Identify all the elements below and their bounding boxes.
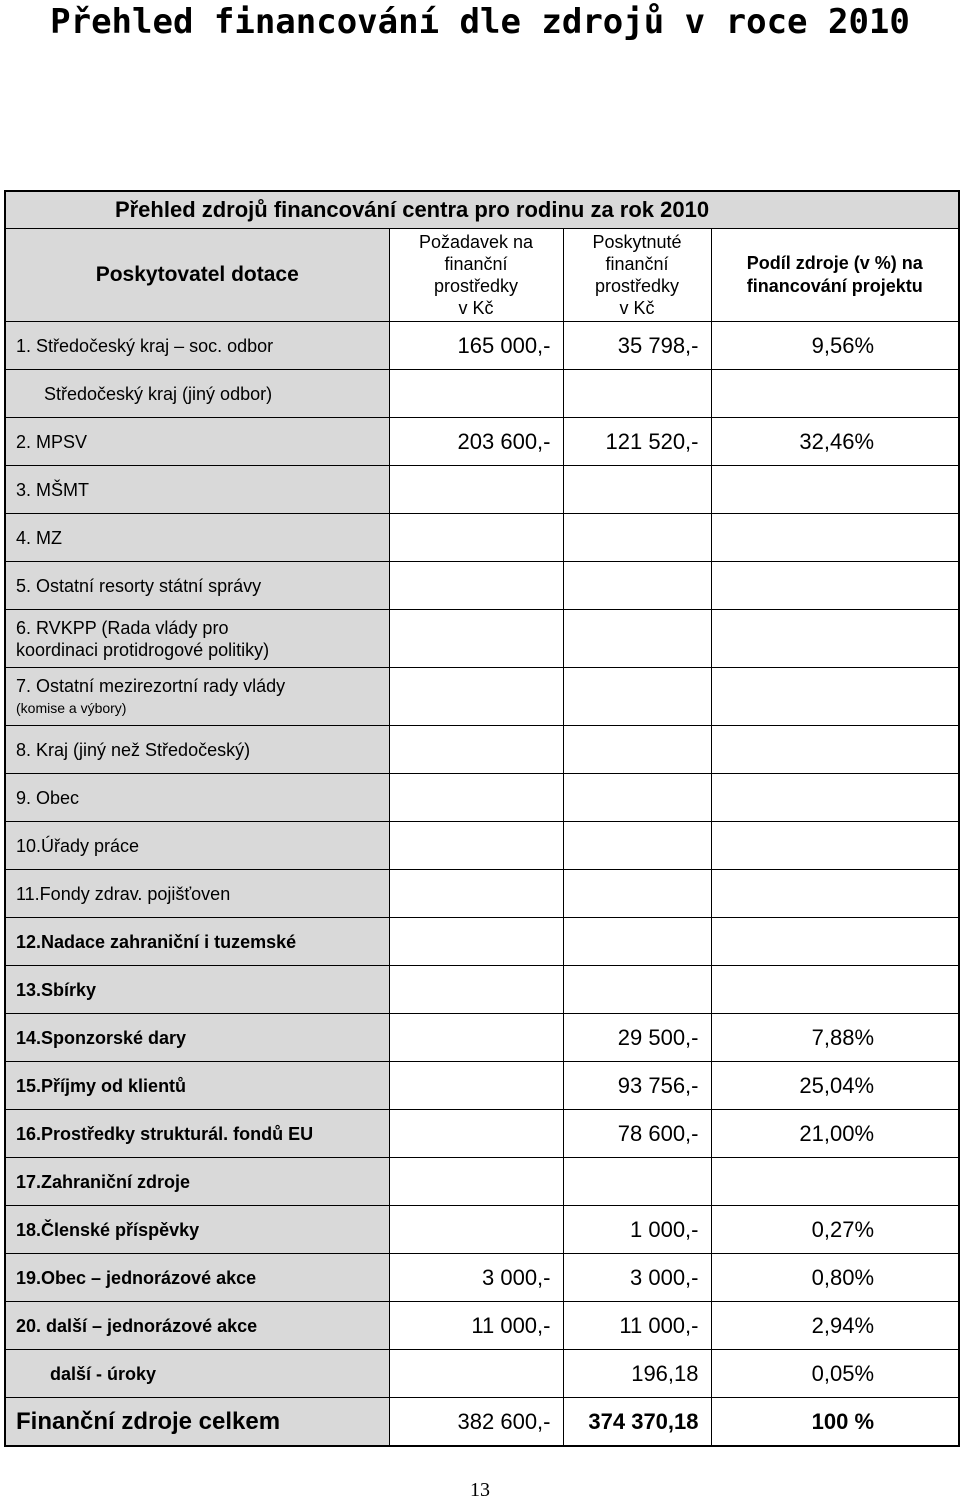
row-label: 10.Úřady práce: [5, 822, 389, 870]
row-share: [711, 966, 959, 1014]
row-provided: 11 000,-: [563, 1302, 711, 1350]
row-provided: [563, 610, 711, 668]
row-share: [711, 918, 959, 966]
row-share: [711, 610, 959, 668]
table-caption: Přehled zdrojů financování centra pro rodinu za rok 2010: [5, 191, 959, 229]
row-requested: [389, 1350, 563, 1398]
table-caption-row: [5, 191, 959, 229]
row-provided: [563, 1158, 711, 1206]
row-label: další - úroky: [5, 1350, 389, 1398]
row-provided: 121 520,-: [563, 418, 711, 466]
row-label-line: (komise a výbory): [16, 699, 127, 716]
table-row: [5, 774, 959, 822]
table-row: [5, 322, 959, 370]
row-share: [711, 1158, 959, 1206]
financing-table: [4, 190, 960, 1447]
row-share: 32,46%: [711, 418, 959, 466]
table-header-row: [5, 229, 959, 322]
row-provided: [563, 562, 711, 610]
row-provided: 3 000,-: [563, 1254, 711, 1302]
table-row: [5, 514, 959, 562]
table-row: [5, 918, 959, 966]
row-share: [711, 562, 959, 610]
header-requested-line: Požadavek na: [418, 232, 534, 252]
table-row: [5, 466, 959, 514]
row-requested: [389, 966, 563, 1014]
row-share: [711, 370, 959, 418]
header-share: [711, 229, 959, 322]
header-share-line: Podíl zdroje (v %) na: [746, 253, 923, 273]
row-provided: 78 600,-: [563, 1110, 711, 1158]
row-label: 12.Nadace zahraniční i tuzemské: [5, 918, 389, 966]
page-title: Přehled financování dle zdrojů v roce 2010: [50, 2, 910, 42]
row-share: [711, 774, 959, 822]
row-label-line: 6. RVKPP (Rada vlády pro: [16, 617, 229, 638]
header-requested-line: v Kč: [458, 298, 494, 318]
row-share: 2,94%: [711, 1302, 959, 1350]
table-row: [5, 1062, 959, 1110]
table-row: [5, 1350, 959, 1398]
row-requested: [389, 610, 563, 668]
row-requested: [389, 370, 563, 418]
row-label: 18.Členské příspěvky: [5, 1206, 389, 1254]
table-row: [5, 1206, 959, 1254]
row-requested: [389, 774, 563, 822]
row-label: 4. MZ: [5, 514, 389, 562]
table-row: [5, 668, 959, 726]
total-label: Finanční zdroje celkem: [5, 1398, 389, 1447]
table-row: [5, 1158, 959, 1206]
row-share: 7,88%: [711, 1014, 959, 1062]
table-row: [5, 562, 959, 610]
row-label: 8. Kraj (jiný než Středočeský): [5, 726, 389, 774]
row-requested: [389, 726, 563, 774]
header-provider: Poskytovatel dotace: [5, 229, 389, 322]
table-row: [5, 726, 959, 774]
header-provided-line: v Kč: [619, 298, 655, 318]
row-label-line: 7. Ostatní mezirezortní rady vlády: [16, 675, 286, 696]
row-requested: 11 000,-: [389, 1302, 563, 1350]
row-requested: [389, 1110, 563, 1158]
row-share: [711, 870, 959, 918]
table-row: [5, 870, 959, 918]
row-provided: [563, 966, 711, 1014]
row-provided: 1 000,-: [563, 1206, 711, 1254]
row-label: 11.Fondy zdrav. pojišťoven: [5, 870, 389, 918]
row-share: 0,05%: [711, 1350, 959, 1398]
header-requested-line: prostředky: [433, 276, 519, 296]
row-requested: 3 000,-: [389, 1254, 563, 1302]
row-provided: [563, 774, 711, 822]
header-provided: [563, 229, 711, 322]
row-requested: [389, 466, 563, 514]
row-requested: [389, 870, 563, 918]
row-label-line: koordinaci protidrogové politiky): [16, 639, 270, 660]
row-label: 13.Sbírky: [5, 966, 389, 1014]
row-requested: [389, 1062, 563, 1110]
row-share: [711, 726, 959, 774]
row-provided: 35 798,-: [563, 322, 711, 370]
table-row: [5, 1302, 959, 1350]
row-requested: [389, 822, 563, 870]
table-row: [5, 418, 959, 466]
header-provided-line: finanční: [605, 254, 669, 274]
row-share: [711, 514, 959, 562]
row-provided: [563, 726, 711, 774]
total-share: 100 %: [711, 1398, 959, 1447]
row-provided: [563, 822, 711, 870]
row-provided: [563, 370, 711, 418]
table-row: [5, 1110, 959, 1158]
row-label: 2. MPSV: [5, 418, 389, 466]
row-label: 16.Prostředky strukturál. fondů EU: [5, 1110, 389, 1158]
table-row: [5, 966, 959, 1014]
row-label: 17.Zahraniční zdroje: [5, 1158, 389, 1206]
row-label: 20. další – jednorázové akce: [5, 1302, 389, 1350]
row-requested: [389, 668, 563, 726]
table-row: [5, 1254, 959, 1302]
row-requested: 203 600,-: [389, 418, 563, 466]
row-share: [711, 668, 959, 726]
table-row: [5, 610, 959, 668]
row-label: 14.Sponzorské dary: [5, 1014, 389, 1062]
row-provided: [563, 668, 711, 726]
row-label: [5, 668, 389, 726]
header-provided-line: prostředky: [594, 276, 680, 296]
row-share: [711, 466, 959, 514]
table-row: [5, 822, 959, 870]
row-provided: [563, 466, 711, 514]
row-provided: [563, 870, 711, 918]
row-requested: [389, 1206, 563, 1254]
row-share: 21,00%: [711, 1110, 959, 1158]
row-provided: 93 756,-: [563, 1062, 711, 1110]
row-label: 5. Ostatní resorty státní správy: [5, 562, 389, 610]
row-label: 9. Obec: [5, 774, 389, 822]
table-row: [5, 370, 959, 418]
header-requested-line: finanční: [444, 254, 508, 274]
row-share: [711, 822, 959, 870]
row-label: [5, 610, 389, 668]
row-label: 1. Středočeský kraj – soc. odbor: [5, 322, 389, 370]
row-share: 0,27%: [711, 1206, 959, 1254]
total-provided: 374 370,18: [563, 1398, 711, 1447]
row-share: 9,56%: [711, 322, 959, 370]
row-provided: [563, 514, 711, 562]
table-total-row: [5, 1398, 959, 1447]
row-label: Středočeský kraj (jiný odbor): [5, 370, 389, 418]
row-share: 25,04%: [711, 1062, 959, 1110]
row-requested: 165 000,-: [389, 322, 563, 370]
row-requested: [389, 1158, 563, 1206]
row-requested: [389, 918, 563, 966]
row-requested: [389, 514, 563, 562]
row-provided: [563, 918, 711, 966]
row-label: 15.Příjmy od klientů: [5, 1062, 389, 1110]
row-label: 3. MŠMT: [5, 466, 389, 514]
row-requested: [389, 1014, 563, 1062]
row-provided: 29 500,-: [563, 1014, 711, 1062]
header-provided-line: Poskytnuté: [592, 232, 682, 252]
row-label: 19.Obec – jednorázové akce: [5, 1254, 389, 1302]
row-requested: [389, 562, 563, 610]
table-row: [5, 1014, 959, 1062]
header-requested: [389, 229, 563, 322]
header-share-line: financování projektu: [746, 276, 923, 296]
total-requested: 382 600,-: [389, 1398, 563, 1447]
row-provided: 196,18: [563, 1350, 711, 1398]
page-number: 13: [470, 1479, 490, 1501]
row-share: 0,80%: [711, 1254, 959, 1302]
